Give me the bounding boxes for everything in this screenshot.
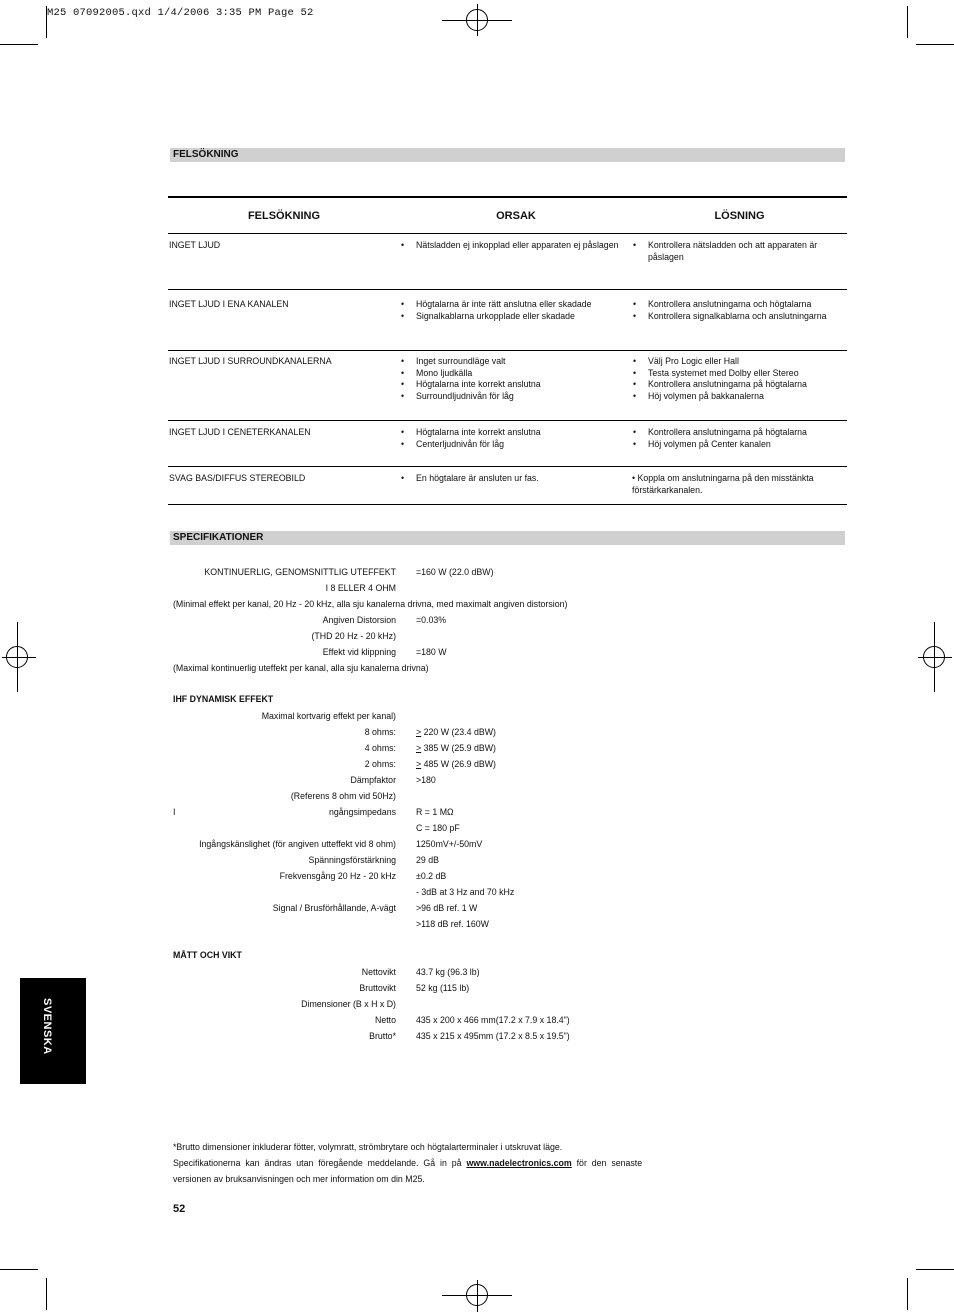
spec-row (170, 822, 850, 834)
crop-mark (907, 1278, 908, 1310)
solution-cell (632, 356, 847, 420)
language-tab (20, 978, 86, 1084)
problem-cell: INGET LJUD I CENETERKANALEN (169, 427, 311, 437)
problem-cell: INGET LJUD I SURROUNDKANALERNA (169, 356, 332, 366)
spec-row (170, 582, 850, 594)
registration-circle (466, 9, 488, 31)
table-row (168, 421, 847, 467)
spec-label: (Referens 8 ohm vid 50Hz) (290, 791, 396, 801)
crop-mark (916, 1269, 954, 1270)
spec-label: 4 ohms: (364, 743, 396, 753)
spec-value: 1250mV+/-50mV (416, 839, 483, 849)
spec-label: Maximal kortvarig effekt per kanal) (261, 711, 396, 721)
spec-row (170, 918, 850, 930)
crop-mark (916, 44, 954, 45)
cause-cell (400, 356, 632, 420)
section-title-troubleshooting: FELSÖKNING (170, 148, 845, 162)
solution-cell (632, 427, 847, 466)
spec-label: Dimensioner (B x H x D) (301, 999, 396, 1009)
footnote (173, 1155, 642, 1171)
cause-item: • Nätsladden ej inkopplad eller apparaten ej påslagen (400, 240, 632, 252)
cause-item: • Inget surroundläge valt (400, 356, 632, 368)
cause-item: • Centerljudnivån för låg (400, 439, 632, 451)
solution-item: • Kontrollera anslutningarna på högtalarna (632, 427, 847, 439)
spec-value: C = 180 pF (416, 823, 460, 833)
value-text: 220 W (23.4 dBW) (421, 727, 496, 737)
column-header: FELSÖKNING (247, 209, 321, 222)
page-number: 52 (173, 1203, 186, 1215)
ge-symbol: > (416, 743, 422, 753)
cause-item: • En högtalare är ansluten ur fas. (400, 473, 632, 485)
problem-cell: INGET LJUD I ENA KANALEN (169, 299, 289, 309)
solution-item: • Välj Pro Logic eller Hall (632, 356, 847, 368)
subsection-title: IHF DYNAMISK EFFEKT (173, 694, 274, 704)
spec-value: R = 1 MΩ (416, 807, 454, 817)
spec-row (170, 742, 850, 754)
spec-row (170, 598, 850, 610)
spec-row (170, 774, 850, 786)
spec-row (170, 758, 850, 770)
registration-circle (6, 646, 28, 668)
spec-value: =0.03% (416, 615, 447, 625)
spec-row (170, 854, 850, 866)
cause-cell (400, 299, 632, 350)
solution-cell (632, 240, 847, 289)
spec-note: (Maximal kontinuerlig uteffekt per kanal, alla sju kanalerna drivna) (173, 663, 429, 673)
cause-item: • Signalkablarna urkopplade eller skadade (400, 311, 632, 323)
footnote: versionen av bruksanvisningen och mer information om din M25. (173, 1174, 425, 1184)
solution-item: • Kontrollera signalkablarna och anslutningarna (632, 311, 847, 323)
registration-circle (923, 646, 945, 668)
spec-label: 8 ohms: (364, 727, 396, 737)
spec-label: Brutto* (369, 1031, 396, 1041)
spec-label: KONTINUERLIG, GENOMSNITTLIG UTEFFEKT (204, 567, 396, 577)
spec-row (170, 646, 850, 658)
cause-item: • Surroundljudnivån för låg (400, 391, 632, 403)
spec-label: (THD 20 Hz - 20 kHz) (311, 631, 396, 641)
table-row (168, 290, 847, 351)
solution-cell (632, 299, 847, 350)
spec-row (170, 886, 850, 898)
spec-value: >118 dB ref. 160W (416, 919, 489, 929)
spec-value: =180 W (416, 647, 447, 657)
ge-symbol: > (416, 759, 422, 769)
spec-label: Dämpfaktor (350, 775, 396, 785)
spec-row (170, 806, 850, 818)
print-slug: M25 07092005.qxd 1/4/2006 3:35 PM Page 52 (47, 7, 314, 19)
spec-row (170, 902, 850, 914)
spec-label: ngångsimpedans (328, 807, 396, 817)
language-tab-label: SVENSKA (41, 998, 53, 1055)
ge-symbol: > (416, 727, 422, 737)
spec-value: >180 (416, 775, 436, 785)
spec-label: Netto (374, 1015, 396, 1025)
footnote-text: Specifikationerna kan ändras utan föregående meddelande. Gå in på (173, 1158, 467, 1168)
spec-row (170, 662, 850, 674)
spec-label: Nettovikt (361, 967, 396, 977)
spec-label-prefix: I (173, 807, 176, 817)
spec-row (170, 1030, 850, 1042)
registration-circle (466, 1284, 488, 1306)
value-text: 485 W (26.9 dBW) (421, 759, 496, 769)
spec-value (416, 758, 496, 770)
footnote: *Brutto dimensioner inkluderar fötter, volymratt, strömbrytare och högtalarterminaler i utskruvat läge. (173, 1142, 563, 1152)
spec-row (170, 982, 850, 994)
spec-value (416, 726, 496, 738)
solution-item: • Kontrollera anslutningarna på högtalarna (632, 379, 847, 391)
spec-value (416, 742, 496, 754)
spec-value: 43.7 kg (96.3 lb) (416, 967, 480, 977)
solution-item: • Höj volymen på bakkanalerna (632, 391, 847, 403)
spec-row (170, 966, 850, 978)
spec-row (170, 1014, 850, 1026)
table-row (168, 351, 847, 421)
spec-label: Bruttovikt (359, 983, 396, 993)
subsection-title: MÅTT OCH VIKT (173, 950, 242, 960)
crop-mark (46, 1278, 47, 1310)
table-header (168, 198, 847, 234)
cause-item: • Högtalarna inte korrekt anslutna (400, 379, 632, 391)
spec-value: 52 kg (115 lb) (416, 983, 470, 993)
solution-cell: • Koppla om anslutningarna på den misstänkta förstärkarkanalen. (632, 473, 814, 495)
cause-cell (400, 473, 632, 504)
spec-value: 29 dB (416, 855, 439, 865)
crop-mark (0, 44, 38, 45)
spec-label: Angiven Distorsion (322, 615, 396, 625)
crop-mark (0, 1269, 38, 1270)
cause-cell (400, 240, 632, 289)
spec-row (170, 790, 850, 802)
spec-note: (Minimal effekt per kanal, 20 Hz - 20 kHz, alla sju kanalerna drivna, med maximalt angiven distorsion) (173, 599, 568, 609)
cause-item: • Högtalarna är inte rätt anslutna eller skadade (400, 299, 632, 311)
spec-label: Effekt vid klippning (322, 647, 396, 657)
section-title-specifications: SPECIFIKATIONER (170, 531, 845, 545)
spec-label: Ingångskänslighet (för angiven utteffekt vid 8 ohm) (199, 839, 396, 849)
problem-cell: INGET LJUD (169, 240, 221, 250)
footnote-text: för den senaste (571, 1158, 643, 1168)
spec-label: Frekvensgång 20 Hz - 20 kHz (279, 871, 396, 881)
solution-item: • Kontrollera nätsladden och att apparaten är påslagen (632, 240, 847, 263)
cause-cell (400, 427, 632, 466)
spec-value: - 3dB at 3 Hz and 70 kHz (416, 887, 515, 897)
spec-row (170, 870, 850, 882)
spec-row (170, 838, 850, 850)
spec-row (170, 566, 850, 578)
spec-row (170, 614, 850, 626)
cause-item: • Högtalarna inte korrekt anslutna (400, 427, 632, 439)
spec-label: 2 ohms: (364, 759, 396, 769)
spec-row (170, 726, 850, 738)
cause-item: • Mono ljudkälla (400, 368, 632, 380)
table-row (168, 234, 847, 290)
spec-row (170, 998, 850, 1010)
spec-label: I 8 ELLER 4 OHM (325, 583, 396, 593)
table-row (168, 467, 847, 505)
column-header: ORSAK (496, 209, 536, 222)
solution-item: • Höj volymen på Center kanalen (632, 439, 847, 451)
problem-cell: SVAG BAS/DIFFUS STEREOBILD (169, 473, 306, 483)
website-link[interactable]: www.nadelectronics.com (466, 1158, 572, 1168)
spec-label: Spänningsförstärkning (308, 855, 396, 865)
spec-value: >96 dB ref. 1 W (416, 903, 478, 913)
spec-value: ±0.2 dB (416, 871, 447, 881)
spec-label: Signal / Brusförhållande, A-vägt (272, 903, 396, 913)
spec-value: 435 x 215 x 495mm (17.2 x 8.5 x 19.5") (416, 1031, 570, 1041)
troubleshooting-table (168, 196, 847, 505)
value-text: 385 W (25.9 dBW) (421, 743, 496, 753)
column-header: LÖSNING (714, 209, 765, 222)
spec-value: 435 x 200 x 466 mm(17.2 x 7.9 x 18.4") (416, 1015, 570, 1025)
solution-item: • Testa systemet med Dolby eller Stereo (632, 368, 847, 380)
spec-value: =160 W (22.0 dBW) (416, 567, 494, 577)
solution-item: • Kontrollera anslutningarna och högtalarna (632, 299, 847, 311)
spec-row (170, 710, 850, 722)
crop-mark (907, 6, 908, 38)
crop-mark (46, 6, 47, 38)
spec-row (170, 630, 850, 642)
